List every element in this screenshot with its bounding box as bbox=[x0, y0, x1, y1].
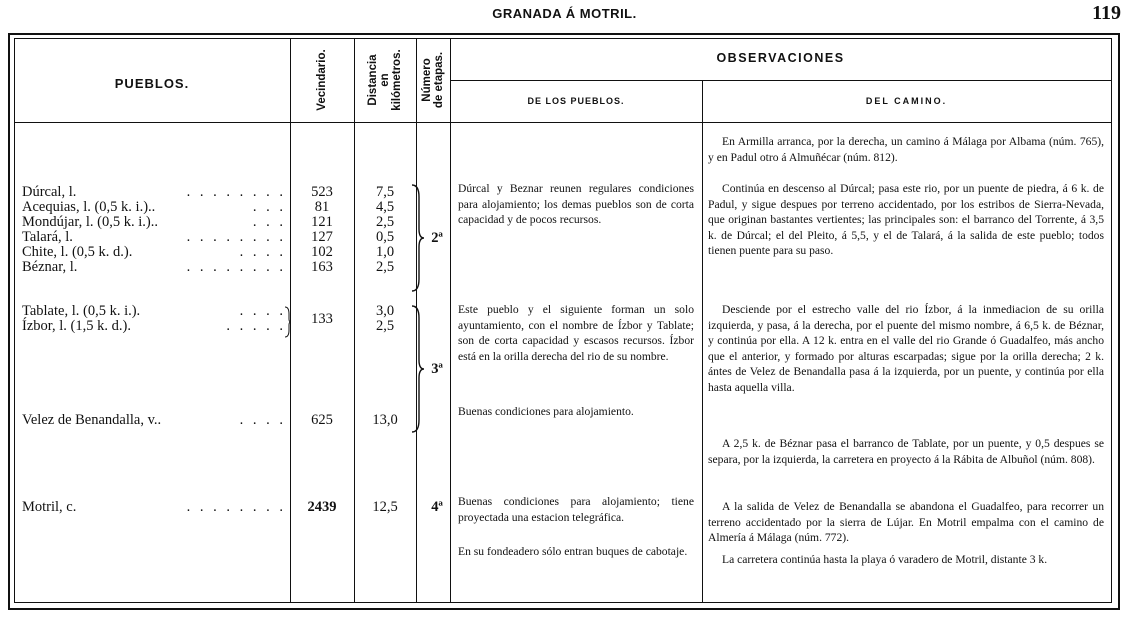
distancia-value: 7,5 bbox=[375, 184, 395, 200]
etapa-number: 2ª bbox=[431, 230, 443, 246]
obs-pueblos-paragraph: Dúrcal y Beznar reunen regulares condiciones para alojamiento; los demas pueblos son de corta capacidad y de pocos recursos. bbox=[458, 182, 694, 226]
dot-leader: . . . . bbox=[239, 412, 286, 428]
town-name: Béznar, l. bbox=[22, 259, 78, 275]
vecindario-value: 102 bbox=[311, 244, 333, 260]
town-name: Mondújar, l. (0,5 k. i.).. bbox=[22, 214, 158, 230]
obs-pueblos-paragraph: Este pueblo y el siguiente forman un solo ayuntamiento, con el nombre de Ízbor y Tablate; son de corta capacidad y escasos recursos. Ízbor está en la orilla derecha del rio de su nombre. bbox=[458, 303, 694, 363]
header-numero-etapas bbox=[421, 40, 445, 120]
obs-camino-paragraph: A 2,5 k. de Béznar pasa el barranco de Tablate, por un puente, y 0,5 despues se separa, por la izquierda, la carretera en proyecto á la Rábita de Albuñol (núm. 808). bbox=[708, 437, 1104, 466]
vecindario-value: 127 bbox=[311, 229, 333, 245]
obs-camino-paragraph: A la salida de Velez de Benandalla se abandona el Guadalfeo, para recorrer un terreno accidentado por la sierra de Lújar. En Motril empalma con el camino de Almería á Málaga (núm. 772). bbox=[708, 500, 1104, 544]
distancia-value: 4,5 bbox=[375, 199, 395, 215]
distancia-value: 2,5 bbox=[375, 214, 395, 230]
vecindario-value: 2439 bbox=[307, 499, 337, 515]
distancia-value: 3,0 bbox=[375, 303, 395, 319]
dot-leader: . . . . . . . . bbox=[186, 259, 286, 275]
header-observaciones: OBSERVACIONES bbox=[716, 51, 845, 65]
distancia-value: 2,5 bbox=[375, 259, 395, 275]
dot-leader: . . . bbox=[252, 214, 286, 230]
dot-leader: . . . . bbox=[239, 244, 286, 260]
observaciones-sub-rule bbox=[450, 80, 1111, 81]
obs-pueblos-paragraph: Buenas condiciones para alojamiento; tiene proyectada una estacion telegráfica. bbox=[458, 495, 694, 524]
header-distancia-line-2: en bbox=[379, 73, 391, 87]
header-distancia bbox=[367, 40, 403, 120]
town-name: Motril, c. bbox=[22, 499, 77, 515]
town-name: Talará, l. bbox=[22, 229, 73, 245]
header-pueblos: PUEBLOS. bbox=[114, 76, 190, 91]
header-del-camino: DEL CAMINO. bbox=[865, 96, 948, 106]
obs-pueblos-paragraph: En su fondeadero sólo entran buques de cabotaje. bbox=[458, 545, 688, 558]
obs-camino-paragraph: Desciende por el estrecho valle del rio Ízbor, á la inmediacion de su orilla izquierda, y pasa, á la derecha, por el puente del mismo nombre, á 6,5 k. de Béznar, y continúa por ella. A 12 k. entra en el valle del rio Grande ó Guadalfeo, más ancho que el anterior, y formado por alturas escarpadas; sigue por la orilla derecha; 2 k. ántes de Velez de Benandalla pasa á la izquierda, por un puente, y continúa por ella hasta aquella villa. bbox=[708, 303, 1104, 394]
header-distancia-line-1: Distancia bbox=[367, 54, 379, 106]
col-divider-camino bbox=[702, 80, 703, 602]
header-de-los-pueblos: DE LOS PUEBLOS. bbox=[527, 96, 625, 106]
page-number: 119 bbox=[1092, 2, 1121, 24]
vecindario-value: 81 bbox=[314, 199, 330, 215]
header-numero-line-2: de etapas. bbox=[433, 51, 445, 109]
running-title: GRANADA Á MOTRIL. bbox=[492, 6, 637, 21]
town-name: Acequias, l. (0,5 k. i.).. bbox=[22, 199, 156, 215]
distancia-value: 12,5 bbox=[372, 499, 398, 515]
town-name: Dúrcal, l. bbox=[22, 184, 77, 200]
distancia-value: 0,5 bbox=[375, 229, 395, 245]
distancia-value: 13,0 bbox=[372, 412, 398, 428]
town-name: Chite, l. (0,5 k. d.). bbox=[22, 244, 133, 260]
vecindario-value: 625 bbox=[311, 412, 333, 428]
vecindario-value: 133 bbox=[311, 311, 333, 327]
header-bottom-rule bbox=[14, 122, 1111, 123]
etapa-number: 3ª bbox=[431, 361, 443, 377]
dot-leader: . . . . . . . . bbox=[186, 499, 286, 515]
obs-pueblos-paragraph: Buenas condiciones para alojamiento. bbox=[458, 405, 634, 418]
town-name: Velez de Benandalla, v.. bbox=[22, 412, 162, 428]
dot-leader: . . . bbox=[252, 199, 286, 215]
distancia-value: 2,5 bbox=[375, 318, 395, 334]
vecindario-value: 163 bbox=[311, 259, 333, 275]
dot-leader: . . . . bbox=[239, 303, 286, 319]
header-numero-line-1: Número bbox=[421, 58, 433, 102]
dot-leader: . . . . . bbox=[226, 318, 286, 334]
town-name: Ízbor, l. (1,5 k. d.). bbox=[22, 318, 131, 334]
distancia-value: 1,0 bbox=[375, 244, 395, 260]
dot-leader: . . . . . . . . bbox=[186, 229, 286, 245]
obs-camino-paragraph: En Armilla arranca, por la derecha, un camino á Málaga por Albama (núm. 765), y en Padul otro á Almuñécar (núm. 812). bbox=[708, 135, 1104, 164]
vecindario-value: 121 bbox=[311, 214, 333, 230]
obs-camino-paragraph: La carretera continúa hasta la playa ó varadero de Motril, distante 3 k. bbox=[722, 553, 1048, 566]
town-name: Tablate, l. (0,5 k. i.). bbox=[22, 303, 141, 319]
dot-leader: . . . . . . . . bbox=[186, 184, 286, 200]
vecindario-value: 523 bbox=[311, 184, 333, 200]
header-distancia-line-3: kilómetros. bbox=[391, 49, 403, 111]
obs-camino-paragraph: Continúa en descenso al Dúrcal; pasa este rio, por un puente de piedra, á 6 k. de Padul, y sigue despues por terreno accidentado, por los estribos de Sierra-Nevada, que originan bastantes vertientes; las principales son: el barranco del Torrente, á 3,5 k. de Dúrcal; el del Pleito, á 5,5, y el de Talará, á la salida de este pueblo; todos tienen puente para su paso. bbox=[708, 182, 1104, 257]
etapa-number: 4ª bbox=[431, 499, 443, 515]
header-vecindario: Vecindario. bbox=[316, 49, 328, 111]
